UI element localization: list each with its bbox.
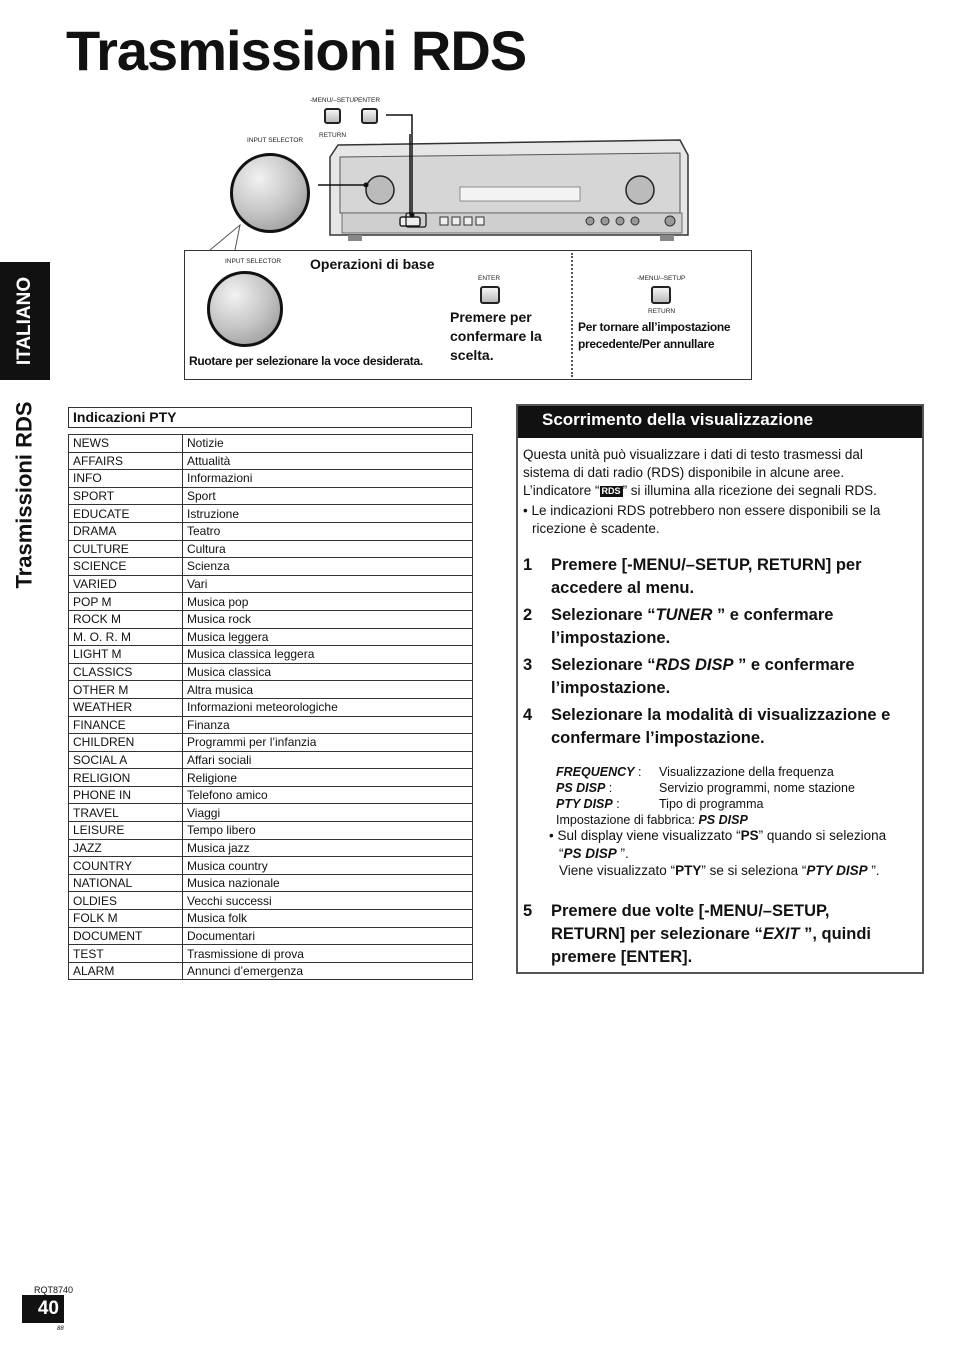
pty-row — [69, 962, 473, 980]
step-line: l’impostazione. — [551, 679, 671, 697]
pty-row — [69, 540, 473, 558]
step-5 — [523, 900, 921, 970]
pty-code: INFO — [69, 470, 183, 488]
pty-code: CHILDREN — [69, 734, 183, 752]
display-note — [549, 827, 924, 880]
pty-row — [69, 470, 473, 488]
pty-code: FOLK M — [69, 910, 183, 928]
intro-line: sistema di dati radio (RDS) disponibile in alcune aree. — [523, 465, 845, 480]
pty-code: NEWS — [69, 435, 183, 453]
display-note-line: “PS DISP ”. — [559, 845, 629, 861]
pty-description: Scienza — [183, 558, 473, 576]
pty-code: OLDIES — [69, 892, 183, 910]
step-3 — [523, 654, 921, 702]
pty-description: Musica rock — [183, 610, 473, 628]
intro-line: L’indicatore “ RDS ” si illumina alla ricezione dei segnali RDS. — [523, 483, 877, 498]
region-code: 88 — [57, 1326, 64, 1332]
receiver-volume-knob — [626, 176, 654, 204]
pty-row — [69, 628, 473, 646]
step-2 — [523, 604, 921, 652]
device-menu-setup-button — [324, 108, 341, 124]
pty-row — [69, 698, 473, 716]
pty-row — [69, 769, 473, 787]
pty-row — [69, 610, 473, 628]
callout-menu-setup-button — [651, 286, 671, 304]
pty-description: Sport — [183, 487, 473, 505]
pty-code: COUNTRY — [69, 857, 183, 875]
page-number: 40 — [22, 1295, 64, 1323]
pty-row — [69, 522, 473, 540]
pty-code: LEISURE — [69, 822, 183, 840]
step-line: accedere al menu. — [551, 579, 695, 597]
pty-row — [69, 575, 473, 593]
pty-table — [68, 434, 473, 980]
pty-description: Documentari — [183, 927, 473, 945]
pty-code: DOCUMENT — [69, 927, 183, 945]
option-pty-disp: PTY DISP : Tipo di programma — [556, 797, 764, 811]
option-ps-disp: PS DISP : Servizio programmi, nome stazione — [556, 781, 855, 795]
callout-return-label: RETURN — [648, 308, 676, 315]
pty-description: Viaggi — [183, 804, 473, 822]
menu-item-tuner: TUNER — [655, 606, 713, 624]
callout-rotate-text: Ruotare per selezionare la voce desiderata. — [189, 354, 423, 368]
pty-row — [69, 857, 473, 875]
note-line: • Le indicazioni RDS potrebbero non essere disponibili se la — [523, 503, 881, 518]
callout-enter-button — [480, 286, 500, 304]
pty-row — [69, 716, 473, 734]
pty-description: Informazioni — [183, 470, 473, 488]
step-line: premere [ENTER]. — [551, 948, 693, 966]
pty-description: Vari — [183, 575, 473, 593]
pty-description: Altra musica — [183, 681, 473, 699]
step-1 — [523, 554, 921, 602]
pty-row — [69, 892, 473, 910]
pty-code: JAZZ — [69, 839, 183, 857]
pty-row — [69, 487, 473, 505]
intro-line: Questa unità può visualizzare i dati di testo trasmessi dal — [523, 447, 863, 462]
pty-description: Programmi per l’infanzia — [183, 734, 473, 752]
pty-code: FINANCE — [69, 716, 183, 734]
pty-row — [69, 681, 473, 699]
pty-row — [69, 646, 473, 664]
pty-code: ROCK M — [69, 610, 183, 628]
pty-description: Musica nazionale — [183, 874, 473, 892]
step-line: Selezionare “RDS DISP ” e confermare — [551, 656, 855, 674]
callout-divider — [571, 253, 573, 377]
step-line: Premere due volte [-MENU/–SETUP, — [551, 902, 830, 920]
option-frequency: FREQUENCY : Visualizzazione della frequenza — [556, 765, 834, 779]
pty-description: Musica country — [183, 857, 473, 875]
pty-code: PHONE IN — [69, 786, 183, 804]
pty-description: Finanza — [183, 716, 473, 734]
menu-item-rds-disp: RDS DISP — [655, 656, 734, 674]
callout-input-selector-knob — [207, 271, 283, 347]
pty-code: ALARM — [69, 962, 183, 980]
pty-code: VARIED — [69, 575, 183, 593]
callout-menu-setup-label: -MENU/–SETUP — [637, 275, 686, 282]
pty-description: Musica classica leggera — [183, 646, 473, 664]
pty-row — [69, 663, 473, 681]
step-line: confermare l’impostazione. — [551, 729, 765, 747]
rds-indicator-badge: RDS — [601, 485, 621, 496]
section-tab — [0, 390, 50, 600]
step-4 — [523, 704, 921, 752]
receiver-input-knob — [366, 176, 394, 204]
page-title: Trasmissioni RDS — [66, 19, 527, 82]
step-number: 2 — [523, 606, 533, 624]
pty-description: Annunci d’emergenza — [183, 962, 473, 980]
step-number: 4 — [523, 706, 533, 724]
callout-enter-text: Premere per confermare la scelta. — [450, 309, 542, 363]
pty-description: Musica leggera — [183, 628, 473, 646]
pty-description: Teatro — [183, 522, 473, 540]
pty-description: Notizie — [183, 435, 473, 453]
pty-code: SCIENCE — [69, 558, 183, 576]
callout-input-selector-label: INPUT SELECTOR — [225, 258, 282, 265]
intro-paragraph — [523, 446, 877, 500]
pty-code: CULTURE — [69, 540, 183, 558]
basic-operations-callout — [184, 250, 752, 380]
step-line: RETURN] per selezionare “EXIT ”, quindi — [551, 925, 871, 943]
pty-code: M. O. R. M — [69, 628, 183, 646]
step-line: Premere [-MENU/–SETUP, RETURN] per — [551, 556, 862, 574]
pty-row — [69, 874, 473, 892]
document-code: RQT8740 — [34, 1285, 74, 1295]
pty-code: EDUCATE — [69, 505, 183, 523]
pty-row — [69, 822, 473, 840]
pty-code: LIGHT M — [69, 646, 183, 664]
step-line: l’impostazione. — [551, 629, 671, 647]
pty-row — [69, 593, 473, 611]
display-mode-options — [556, 764, 916, 828]
device-input-selector-knob — [230, 153, 310, 233]
pty-description: Religione — [183, 769, 473, 787]
reception-note — [523, 502, 880, 538]
pty-row — [69, 734, 473, 752]
menu-item-exit: EXIT — [762, 925, 800, 943]
note-line: ricezione è scadente. — [532, 521, 660, 536]
pty-row — [69, 839, 473, 857]
pty-description: Cultura — [183, 540, 473, 558]
display-scrolling-title: Scorrimento della visualizzazione — [518, 406, 922, 438]
pty-code: SPORT — [69, 487, 183, 505]
step-number: 1 — [523, 556, 533, 574]
factory-setting: Impostazione di fabbrica: PS DISP — [556, 813, 748, 827]
pty-code: SOCIAL A — [69, 751, 183, 769]
pty-row — [69, 945, 473, 963]
device-illustration — [180, 95, 760, 255]
step-line: Selezionare “TUNER ” e confermare — [551, 606, 834, 624]
pty-description: Musica jazz — [183, 839, 473, 857]
pty-row — [69, 505, 473, 523]
callout-heading: Operazioni di base — [310, 256, 435, 272]
pty-code: TRAVEL — [69, 804, 183, 822]
display-scrolling-box — [516, 404, 924, 974]
callout-enter-label: ENTER — [478, 275, 501, 282]
pty-code: CLASSICS — [69, 663, 183, 681]
pty-code: DRAMA — [69, 522, 183, 540]
language-tab — [0, 262, 50, 380]
step-number: 5 — [523, 902, 533, 920]
pty-row — [69, 910, 473, 928]
pty-code: OTHER M — [69, 681, 183, 699]
device-return-label: RETURN — [319, 132, 347, 139]
pty-description: Attualità — [183, 452, 473, 470]
pty-description: Musica classica — [183, 663, 473, 681]
pty-row — [69, 804, 473, 822]
display-note-line: Viene visualizzato “PTY” se si seleziona “PTY DISP ”. — [559, 863, 880, 878]
device-enter-button — [361, 108, 378, 124]
step-number: 3 — [523, 656, 533, 674]
pty-description: Vecchi successi — [183, 892, 473, 910]
device-input-selector-label: INPUT SELECTOR — [247, 137, 304, 144]
pty-description: Tempo libero — [183, 822, 473, 840]
pty-row — [69, 452, 473, 470]
pty-code: AFFAIRS — [69, 452, 183, 470]
pty-description: Affari sociali — [183, 751, 473, 769]
pty-description: Musica pop — [183, 593, 473, 611]
pty-code: WEATHER — [69, 698, 183, 716]
display-note-line: • Sul display viene visualizzato “PS” quando si seleziona — [549, 828, 887, 843]
pty-description: Musica folk — [183, 910, 473, 928]
section-tab-label: Trasmissioni RDS — [12, 401, 38, 589]
pty-description: Informazioni meteorologiche — [183, 698, 473, 716]
pty-description: Trasmissione di prova — [183, 945, 473, 963]
language-tab-label: ITALIANO — [14, 276, 35, 366]
pty-code: NATIONAL — [69, 874, 183, 892]
callout-return-text: Per tornare all’impostazione precedente/Per annullare — [578, 320, 731, 351]
step-line: Selezionare la modalità di visualizzazione e — [551, 706, 891, 724]
device-menu-setup-label: -MENU/–SETUP — [310, 97, 359, 104]
pty-description: Telefono amico — [183, 786, 473, 804]
pty-table-header: Indicazioni PTY — [68, 407, 472, 428]
pty-description: Istruzione — [183, 505, 473, 523]
pty-row — [69, 927, 473, 945]
pty-code: TEST — [69, 945, 183, 963]
pty-row — [69, 558, 473, 576]
pty-code: RELIGION — [69, 769, 183, 787]
pty-code: POP M — [69, 593, 183, 611]
pty-row — [69, 786, 473, 804]
pty-row — [69, 751, 473, 769]
device-enter-label: ENTER — [358, 97, 381, 104]
pty-row — [69, 435, 473, 453]
